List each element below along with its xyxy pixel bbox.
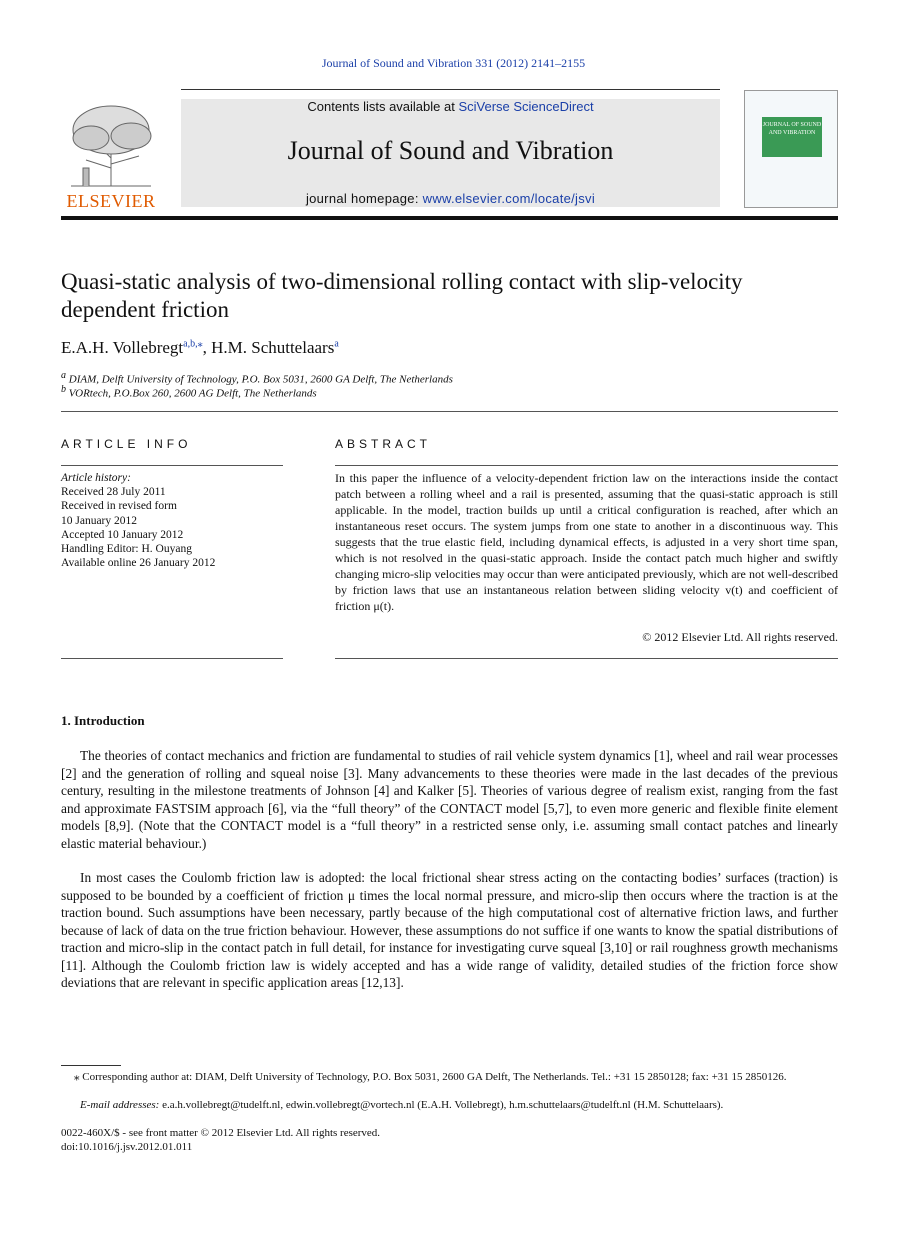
history-item: Handling Editor: H. Ouyang — [61, 543, 192, 556]
copyright: © 2012 Elsevier Ltd. All rights reserved. — [642, 630, 838, 644]
front-matter — [61, 1126, 380, 1154]
history-item: Accepted 10 January 2012 — [61, 528, 184, 541]
history-item: 10 January 2012 — [61, 514, 138, 527]
journal-name: Journal of Sound and Vibration — [287, 136, 614, 165]
history-item: Received in revised form — [61, 500, 177, 513]
footnote-rule — [61, 1065, 121, 1066]
divider — [335, 465, 838, 466]
history-item: Available online 26 January 2012 — [61, 557, 216, 570]
affiliation-b — [61, 384, 317, 400]
affiliation-text: VORtech, P.O.Box 260, 2600 AG Delft, The Netherlands — [68, 387, 317, 400]
history-item: Received 28 July 2011 — [61, 486, 166, 499]
corresponding-marker[interactable]: ⁎ — [197, 338, 203, 350]
header-bottom-rule — [61, 216, 838, 220]
history-label: Article history: — [61, 472, 131, 484]
sciencedirect-link[interactable]: SciVerse ScienceDirect — [458, 99, 594, 114]
email-addresses[interactable]: e.a.h.vollebregt@tudelft.nl, edwin.vollebregt@vortech.nl (E.A.H. Vollebregt), h.m.schuttelaars@tudelft.nl (H.M. Schuttelaars). — [159, 1099, 724, 1111]
divider — [335, 658, 838, 659]
article-info-heading: ARTICLE INFO — [61, 437, 192, 451]
email-footnote — [61, 1098, 838, 1112]
homepage-prefix: journal homepage: — [305, 191, 423, 206]
author-list — [61, 338, 339, 358]
divider — [61, 411, 838, 412]
doi[interactable]: doi:10.1016/j.jsv.2012.01.011 — [61, 1141, 193, 1153]
contents-prefix: Contents lists available at — [307, 99, 459, 114]
affiliation-text: DIAM, Delft University of Technology, P.O. Box 5031, 2600 GA Delft, The Netherlands — [68, 373, 453, 386]
article-history — [61, 471, 215, 570]
header-top-rule — [181, 89, 720, 90]
author-separator: , — [202, 338, 212, 357]
journal-citation[interactable]: Journal of Sound and Vibration 331 (2012) 2141–2155 — [321, 56, 586, 70]
corresponding-footnote: ⁎ Corresponding author at: DIAM, Delft University of Technology, P.O. Box 5031, 2600 GA Delft, The Netherlands. Tel.: +31 15 2850128; fax: +31 15 2850126. — [74, 1071, 787, 1083]
homepage-link[interactable]: www.elsevier.com/locate/jsvi — [422, 191, 596, 206]
article-title: Quasi-static analysis of two-dimensional rolling contact with slip-velocity dependent friction — [61, 269, 743, 322]
abstract-heading: ABSTRACT — [335, 437, 432, 451]
body-paragraph: In most cases the Coulomb friction law is adopted: the local frictional shear stress acting on the contacting bodies’ surfaces (traction) is supposed to be bounded by a coefficient of friction μ times the local normal pressure, and micro-slip then occurs where the traction is at the traction bound. Such assumptions have been necessary, partly because of the high computational cost of alternative friction laws, and further because of lack of data on the true friction behaviour. However, these assumptions do not suffice if one wants to know the spatial distributions of traction and micro-slip in the contact patch in full detail, for instance for investigating curve squeal [3,10] or rail roughness growth mechanisms [11]. Although the Coulomb friction law is widely accepted and has a wide range of validity, detailed studies of the friction force show deviations that are relevant in specific application areas [12,13]. — [61, 870, 838, 990]
cover-title-block: JOURNAL OF SOUND AND VIBRATION — [762, 117, 822, 157]
homepage-line — [181, 191, 720, 206]
affiliation-label: a — [61, 370, 66, 381]
section-heading: 1. Introduction — [61, 713, 145, 728]
affiliation-label: b — [61, 384, 66, 395]
journal-cover-thumbnail[interactable] — [744, 90, 838, 208]
author-name[interactable]: H.M. Schuttelaars — [211, 338, 335, 357]
author-name[interactable]: E.A.H. Vollebregt — [61, 338, 184, 357]
email-label: E-mail addresses: — [80, 1099, 160, 1111]
divider — [61, 465, 283, 466]
publisher-wordmark: ELSEVIER — [66, 191, 156, 211]
contents-line — [181, 99, 720, 114]
abstract-text: In this paper the influence of a velocity-dependent friction law on the interactions inside the contact patch between a rolling wheel and a rail is presented, assuming that the quasi-static approach is still applicable. In the model, traction builds up until a critical configuration is reached, after which an instantaneous reset occurs. The system jumps from one state to another in a discontinuous way. This suggests that the true elastic field, including dynamical effects, is adjusted in a very short time span, which is not resolved in the quasi-static approach. Inside the contact patch much higher and swiftly changing micro-slip velocities may occur than were anticipated previously, which are not well-described by friction laws that use an instantaneous relation between sliding velocity v(t) and coefficient of friction μ(t). — [335, 471, 838, 613]
front-matter-line: 0022-460X/$ - see front matter © 2012 Elsevier Ltd. All rights reserved. — [61, 1127, 381, 1139]
affiliation-marker[interactable]: a,b, — [183, 338, 198, 350]
body-paragraph: The theories of contact mechanics and friction are fundamental to studies of rail vehicle system dynamics [1], wheel and rail wear processes [2] and the generation of rolling and squeal noise [3]. Many advancements to these theories were made in the last decades of the previous century, resulting in the milestone treatments of Johnson [4] and Kalker [5]. Theories of various degree of realism exist, ranging from the fast and approximate FASTSIM approach [6], via the “full theory” of the CONTACT model [5,7], to even more generic and flexible finite element models [8,9]. (Note that the CONTACT model is a “full theory” in a restricted sense only, i.e. assuming small contact patches and linearly elastic material behaviour.) — [61, 748, 838, 851]
divider — [61, 658, 283, 659]
affiliation-marker[interactable]: a — [334, 338, 339, 350]
